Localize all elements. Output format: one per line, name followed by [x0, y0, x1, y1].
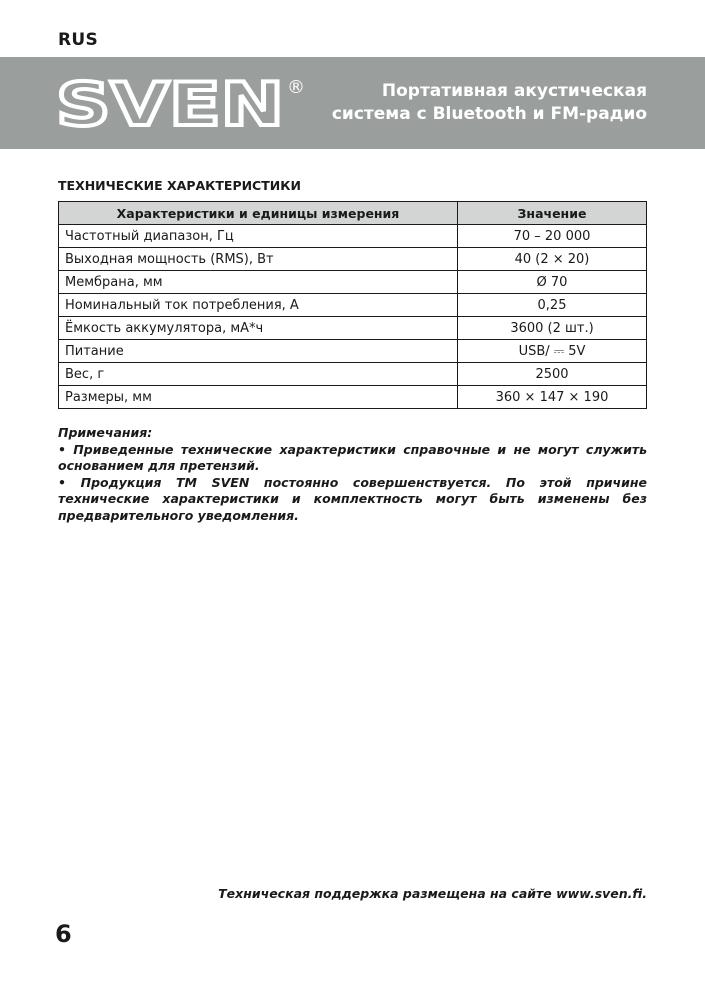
row-value: 360 × 147 × 190 — [458, 386, 647, 409]
table-row — [59, 271, 647, 294]
table-row — [59, 248, 647, 271]
row-value: Ø 70 — [458, 271, 647, 294]
row-value: 70 – 20 000 — [458, 225, 647, 248]
column-header-value: Значение — [458, 202, 647, 225]
trademark-symbol: ® — [287, 77, 305, 98]
table-row — [59, 386, 647, 409]
notes-title: Примечания: — [58, 425, 153, 440]
notes-block — [58, 425, 647, 524]
sven-logo — [56, 73, 306, 131]
banner-title-line2: система с Bluetooth и FM-радио — [331, 104, 647, 124]
language-label: RUS — [58, 30, 99, 50]
table-row — [59, 317, 647, 340]
specs-table — [58, 201, 647, 409]
note-item: • Продукция ТМ SVEN постоянно совершенствуется. По этой причине технические характеристики и комплектность могут быть изменены без предварительного уведомления. — [58, 474, 647, 523]
row-value: USB/ ⎓ 5V — [458, 340, 647, 363]
column-header-characteristic: Характеристики и единицы измерения — [59, 202, 458, 225]
row-name: Вес, г — [59, 363, 458, 386]
banner-title — [287, 80, 647, 126]
row-name: Выходная мощность (RMS), Вт — [59, 248, 458, 271]
row-name: Ёмкость аккумулятора, мА*ч — [59, 317, 458, 340]
row-value: 0,25 — [458, 294, 647, 317]
table-row — [59, 294, 647, 317]
row-name: Номинальный ток потребления, А — [59, 294, 458, 317]
section-title: ТЕХНИЧЕСКИЕ ХАРАКТЕРИСТИКИ — [58, 178, 301, 193]
row-value: 40 (2 × 20) — [458, 248, 647, 271]
support-text: Техническая поддержка размещена на сайте www.sven.fi. — [218, 886, 647, 901]
row-name: Частотный диапазон, Гц — [59, 225, 458, 248]
table-row — [59, 363, 647, 386]
table-row — [59, 340, 647, 363]
row-name: Питание — [59, 340, 458, 363]
logo-text: SVEN — [56, 73, 284, 131]
row-name: Размеры, мм — [59, 386, 458, 409]
banner-title-line1: Портативная акустическая — [381, 81, 647, 101]
note-item: • Приведенные технические характеристики справочные и не могут служить основанием для претензий. — [58, 441, 647, 473]
row-value: 2500 — [458, 363, 647, 386]
table-row — [59, 225, 647, 248]
page-number: 6 — [55, 920, 72, 948]
row-value: 3600 (2 шт.) — [458, 317, 647, 340]
table-header-row — [59, 202, 647, 225]
row-name: Мембрана, мм — [59, 271, 458, 294]
